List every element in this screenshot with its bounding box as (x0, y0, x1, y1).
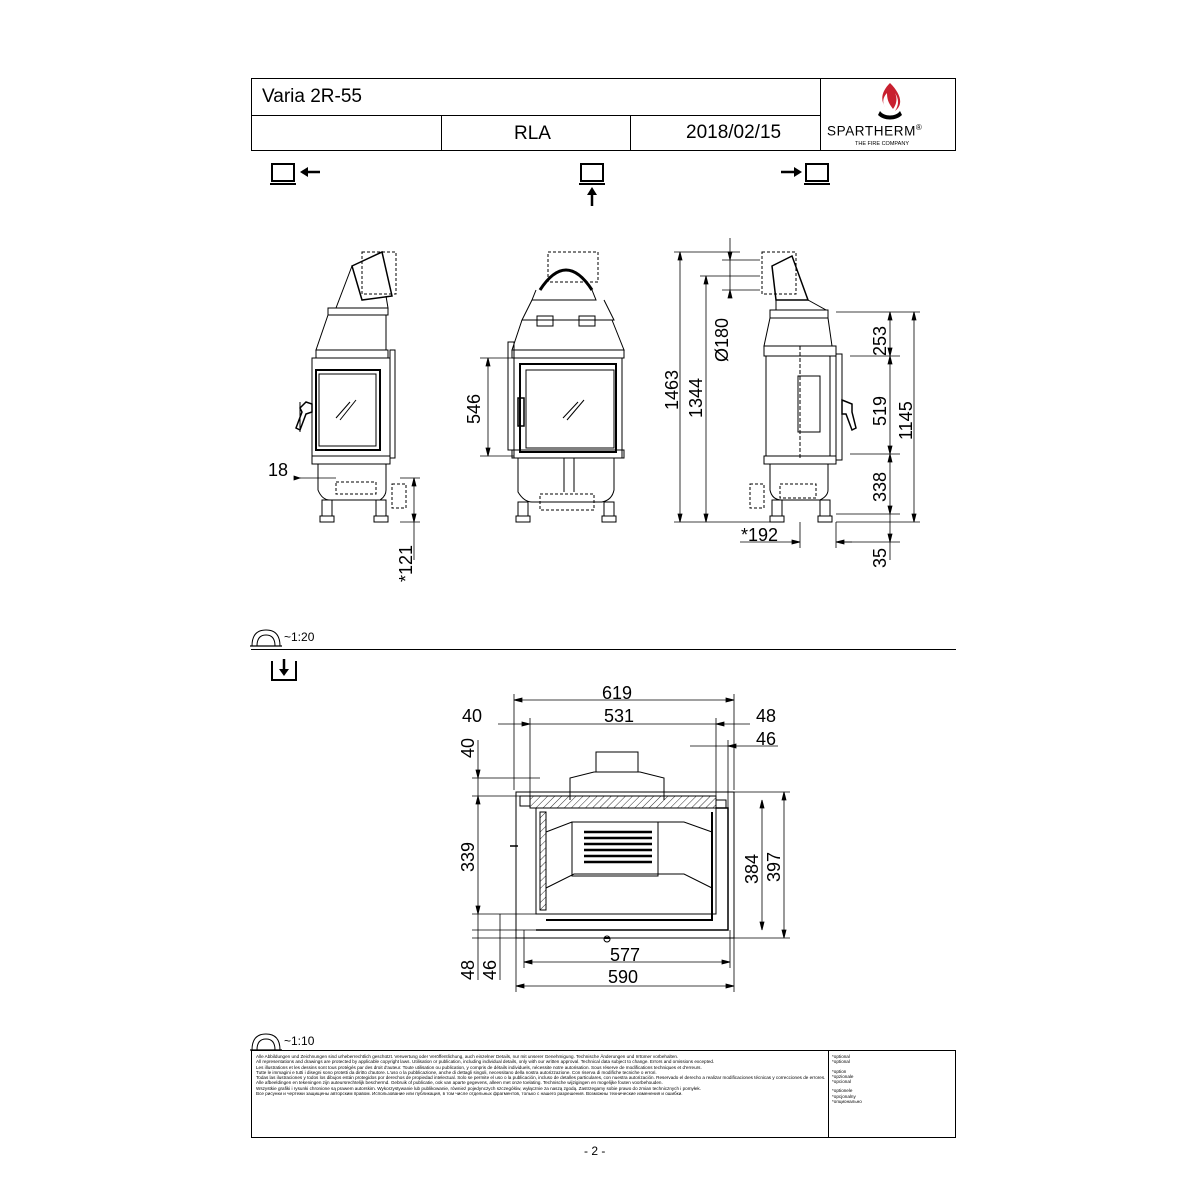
dim-1463: 1463 (662, 369, 682, 410)
scale-elevation: ~1:20 (284, 630, 315, 644)
view-left-icon (270, 160, 325, 190)
note-es: *opcional (832, 1079, 851, 1085)
legal-line-fr: Les illustrations et les dessins sont tous protégés par des droit d'auteur. Toute utilisation ou publication, y compris de détails individuels, nécessite notre autorisation. Sous réserve de modifications techniques et d'erreurs. (256, 1064, 702, 1070)
elevation-dimension-lines (294, 238, 920, 560)
scale-plan: ~1:10 (284, 1034, 315, 1048)
dim-46-width: 46 (756, 729, 777, 749)
elevation-drawing (240, 230, 960, 600)
dim-519: 519 (870, 395, 890, 426)
plan-view-icon (270, 658, 302, 684)
legal-line-it: Tutte le immagini e tutti i disegni sono protetti da diritto d'autore. L'uso o la pubblicazione, anche di dettagli singoli, necessitano della nostra autorizzazione. Con riserva di modifiche tecniche o errori. (256, 1069, 657, 1075)
dim-384: 384 (742, 853, 762, 884)
model-name: Varia 2R-55 (262, 86, 362, 107)
scale-ruler-icon (250, 626, 284, 648)
front-view (508, 252, 624, 522)
side-view-right (750, 252, 856, 522)
legal-line-nl: Alle afbeeldingen en tekeningen zijn auteursrechtelijk beschermd. Gebruik of publicatie, ook van aparte gegevens, alleen met onze toelating. Technische wijzigingen en mogelijke fouten voorbehouden. (256, 1080, 663, 1086)
dim-253: 253 (870, 325, 890, 356)
dim-35: 35 (870, 547, 890, 568)
brand-tagline: THE FIRE COMPANY (855, 141, 909, 147)
scale-ruler-icon (250, 1030, 284, 1052)
dim-192: *192 (741, 525, 779, 545)
brand-name: SPARTHERM (827, 123, 916, 139)
legal-notice-box (251, 1050, 956, 1138)
dim-48-depth: 48 (458, 959, 478, 980)
dim-18: 18 (268, 460, 289, 480)
note-nl: *optionele (832, 1088, 853, 1094)
title-block (251, 78, 956, 151)
legal-line-de: Alle Abbildungen und Zeichnungen sind urheberrechtlich geschützt. Verwertung oder Veröffentlichung, auch einzelner Details, nur mit unserer Genehmigung. Technische Änderungen und Irrtümer vorbehalten. (256, 1054, 679, 1059)
dim-338: 338 (870, 471, 890, 502)
dim-397: 397 (764, 851, 784, 882)
legal-line-es: Todas las ilustraciones y todos los dibujos están protegidos por derechos de propiedad intelectual. Solo se permite el uso o la publicación, incluso de detalles particulares, con nuestra autorización. Reservado el derecho a realizar modificaciones técnicas y correcciones de errores. (256, 1075, 826, 1081)
dim-1145: 1145 (896, 401, 916, 440)
dim-48-width: 48 (756, 706, 777, 726)
dim-531: 531 (604, 706, 635, 726)
dim-121: *121 (396, 544, 416, 582)
optional-notes (832, 1054, 942, 1104)
dim-1344: 1344 (686, 377, 706, 418)
view-right-icon (778, 160, 833, 190)
dim-46-depth: 46 (480, 959, 500, 980)
dim-40-depth: 40 (458, 737, 478, 758)
legal-notice-text (256, 1054, 826, 1096)
model-code: RLA (514, 123, 551, 144)
registered-mark: ® (915, 123, 923, 132)
view-front-icon (578, 160, 608, 208)
legal-line-en: All representations and drawings are protected by applicable copyright laws. Utilisation or publication, including individual details, only with our written approval. Technical data subject to change. Errors and omissions excepted. (256, 1059, 715, 1065)
section-divider (251, 649, 956, 650)
legal-line-pl: Wszystkie grafiki i rysunki chronione są prawem autorskim. Wykorzystywanie lub publikowanie, również pojedynczych szczegółów, wyłącznie za naszą zgodą. Zastrzegamy sobie prawo do zmian technicznych i pomyłek. (256, 1085, 701, 1091)
note-it: *opzionale (832, 1073, 854, 1079)
note-ru: *опционально (832, 1099, 862, 1105)
plan-drawing (440, 680, 800, 1000)
dim-619: 619 (602, 683, 633, 703)
side-view-left (296, 252, 406, 522)
dim-546: 546 (464, 393, 484, 424)
legal-line-ru: Все рисунки и чертежи защищены авторским правом. Использование или публикация, в том числе отдельных фрагментов, только с нашего разрешения. Возможны технические изменения и ошибки. (256, 1091, 683, 1097)
flame-logo-icon (872, 81, 908, 121)
dim-577: 577 (610, 945, 641, 965)
note-pl: *opcjonalny (832, 1093, 856, 1099)
dim-339: 339 (458, 841, 478, 872)
note-fr: *option (832, 1068, 847, 1074)
dim-590: 590 (608, 967, 639, 987)
dim-40-width: 40 (462, 706, 483, 726)
page-number: - 2 - (584, 1144, 606, 1158)
dim-flue-diameter: Ø180 (712, 317, 732, 362)
revision-date: 2018/02/15 (686, 122, 782, 143)
note-en: *optional (832, 1059, 850, 1065)
note-de: *optional (832, 1054, 850, 1059)
